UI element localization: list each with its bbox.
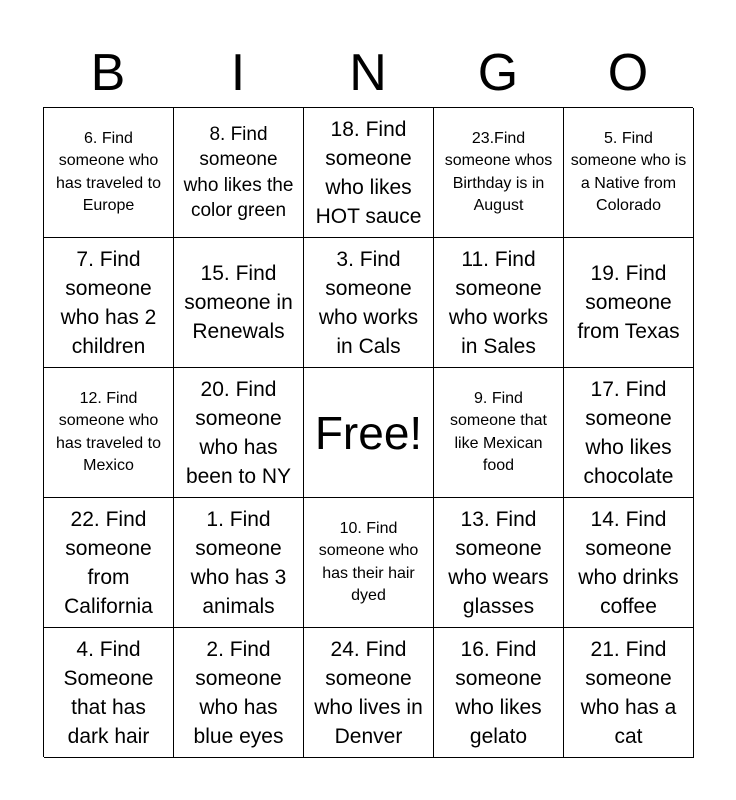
free-space-label: Free! <box>314 406 423 459</box>
bingo-cell-text: 2. Find someone who has blue eyes <box>193 637 284 748</box>
bingo-cell[interactable] <box>434 368 564 498</box>
header-letter-n: N <box>349 44 387 102</box>
bingo-cell-text: 1. Find someone who has 3 animals <box>190 507 287 618</box>
bingo-cell-text: 24. Find someone who lives in Denver <box>314 637 423 748</box>
bingo-cell-text: 12. Find someone who has traveled to Mexico <box>56 389 161 474</box>
bingo-cell[interactable] <box>434 628 564 758</box>
bingo-cell-text: 20. Find someone who has been to NY <box>185 377 292 488</box>
bingo-cell[interactable] <box>304 238 434 368</box>
bingo-cell-text: 10. Find someone who has their hair dyed <box>318 519 419 604</box>
bingo-cell[interactable] <box>174 238 304 368</box>
bingo-cell-text: 22. Find someone from California <box>64 507 153 618</box>
bingo-cell[interactable] <box>44 368 174 498</box>
header-letter-g: G <box>477 44 519 102</box>
bingo-cell[interactable] <box>304 108 434 238</box>
bingo-cell[interactable] <box>174 368 304 498</box>
bingo-cell[interactable] <box>564 628 694 758</box>
bingo-board <box>43 107 693 757</box>
bingo-cell[interactable] <box>174 628 304 758</box>
bingo-cell[interactable] <box>564 238 694 368</box>
header-letter-o: O <box>607 44 649 102</box>
bingo-cell-text: 7. Find someone who has 2 children <box>60 247 157 358</box>
bingo-cell[interactable] <box>174 498 304 628</box>
bingo-cell-text: 8. Find someone who likes the color green <box>183 123 294 221</box>
bingo-cell[interactable] <box>44 108 174 238</box>
bingo-cell[interactable] <box>434 108 564 238</box>
header-letter-i: I <box>230 44 246 102</box>
bingo-cell-text: 9. Find someone that like Mexican food <box>450 389 547 474</box>
bingo-cell-text: 16. Find someone who likes gelato <box>455 637 542 748</box>
bingo-cell-text: 3. Find someone who works in Cals <box>318 247 419 358</box>
header-letter-b: B <box>90 44 126 102</box>
bingo-cell[interactable] <box>564 368 694 498</box>
free-space-cell[interactable] <box>304 368 434 498</box>
bingo-cell-text: 11. Find someone who works in Sales <box>448 247 549 358</box>
bingo-cell-text: 6. Find someone who has traveled to Europe <box>56 129 161 214</box>
bingo-cell[interactable] <box>44 498 174 628</box>
bingo-cell[interactable] <box>304 628 434 758</box>
bingo-cell[interactable] <box>44 238 174 368</box>
bingo-cell[interactable] <box>174 108 304 238</box>
bingo-cell-text: 15. Find someone in Renewals <box>184 262 293 343</box>
bingo-cell-text: 18. Find someone who likes HOT sauce <box>315 117 422 228</box>
bingo-cell[interactable] <box>564 108 694 238</box>
bingo-cell-text: 23.Find someone whos Birthday is in August <box>444 129 553 214</box>
bingo-cell[interactable] <box>304 498 434 628</box>
bingo-cell[interactable] <box>434 498 564 628</box>
bingo-cell-text: 17. Find someone who likes chocolate <box>583 377 674 488</box>
bingo-cell-text: 5. Find someone who is a Native from Colorado <box>570 129 687 214</box>
bingo-cell[interactable] <box>564 498 694 628</box>
bingo-header <box>43 40 693 106</box>
bingo-cell[interactable] <box>44 628 174 758</box>
bingo-cell-text: 4. Find Someone that has dark hair <box>63 637 154 748</box>
bingo-cell[interactable] <box>434 238 564 368</box>
bingo-cell-text: 21. Find someone who has a cat <box>580 637 677 748</box>
bingo-cell-text: 19. Find someone from Texas <box>577 262 680 343</box>
bingo-cell-text: 13. Find someone who wears glasses <box>448 507 549 618</box>
bingo-cell-text: 14. Find someone who drinks coffee <box>578 507 679 618</box>
